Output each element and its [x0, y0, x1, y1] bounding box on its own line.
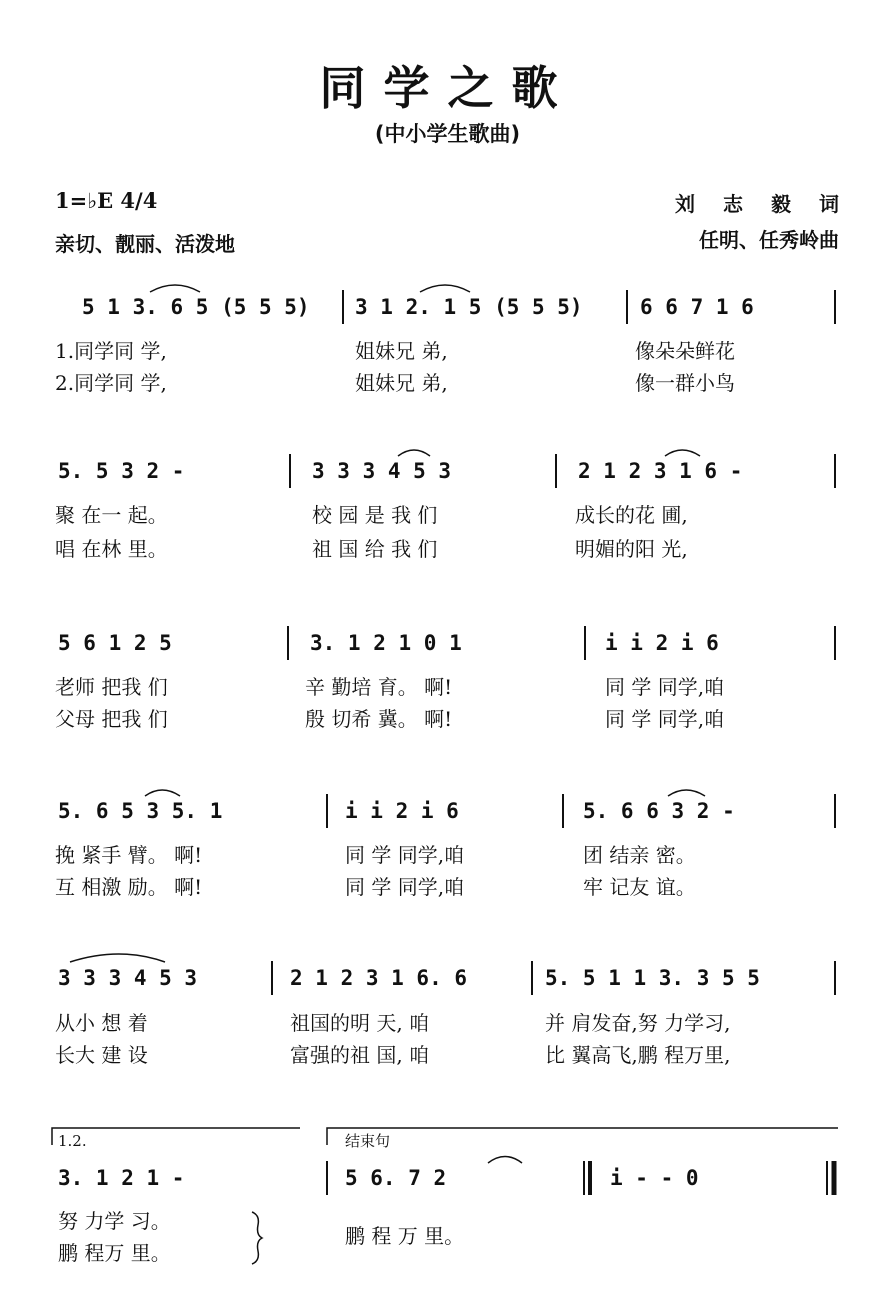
- lyric-3-1-v1: 老师 把我 们: [55, 675, 168, 699]
- score-line-3: [55, 626, 835, 731]
- measure-1-2: 3 1 2. 1 5 (5 5 5): [355, 295, 583, 319]
- lyric-6-2: 鹏 程 万 里。: [345, 1224, 465, 1248]
- lyric-4-1-v1: 挽 紧手 臂。 啊!: [55, 843, 203, 867]
- score-line-6: [52, 1128, 838, 1265]
- measure-4-3: 5. 6 6 3 2 -: [583, 799, 735, 823]
- score-line-2: [55, 450, 835, 561]
- tempo-marking: 亲切、靓丽、活泼地: [55, 232, 235, 256]
- coda-label: 结束句: [345, 1132, 391, 1150]
- measure-5-2: 2 1 2 3 1 6. 6: [290, 966, 468, 990]
- lyric-5-1-v1: 从小 想 着: [55, 1011, 148, 1035]
- volta-label: 1.2.: [58, 1132, 87, 1150]
- measure-1-1: 5 1 3. 6 5 (5 5 5): [82, 295, 310, 319]
- lyric-5-2-v2: 富强的祖 国, 咱: [290, 1043, 430, 1067]
- lyric-5-2-v1: 祖国的明 天, 咱: [290, 1011, 430, 1035]
- slur: [665, 450, 700, 456]
- lyric-4-3-v2: 牢 记友 谊。: [583, 875, 696, 899]
- score-line-5: [55, 954, 835, 1067]
- measure-3-1: 5 6 1 2 5: [58, 631, 172, 655]
- lyric-2-3-v1: 成长的花 圃,: [575, 503, 688, 527]
- lyric-5-3-v1: 并 肩发奋,努 力学习,: [545, 1011, 731, 1035]
- composer-credit: 任明、任秀岭曲: [699, 228, 839, 252]
- lyric-3-3-v2: 同 学 同学,咱: [605, 707, 725, 731]
- slur: [488, 1157, 522, 1164]
- measure-6-1: 3. 1 2 1 -: [58, 1166, 185, 1190]
- volta-bracket: [52, 1128, 300, 1145]
- score-line-1: [55, 285, 835, 395]
- lyricist-credit: 刘志毅词: [675, 192, 867, 216]
- measure-4-1: 5. 6 5 3 5. 1: [58, 799, 223, 823]
- lyric-4-2-v1: 同 学 同学,咱: [345, 843, 465, 867]
- lyric-6-1-v2: 鹏 程万 里。: [58, 1241, 171, 1265]
- slur: [398, 450, 430, 456]
- measure-5-1: 3 3 3 4 5 3: [58, 966, 198, 990]
- lyric-4-2-v2: 同 学 同学,咱: [345, 875, 465, 899]
- lyric-1-3-v2: 像一群小鸟: [635, 371, 735, 395]
- lyric-1-1-v1: 1.同学同 学,: [55, 339, 167, 363]
- lyric-4-1-v2: 互 相激 励。 啊!: [55, 875, 203, 899]
- lyric-3-1-v2: 父母 把我 们: [55, 707, 168, 731]
- lyric-2-3-v2: 明媚的阳 光,: [575, 537, 688, 561]
- measure-2-3: 2 1 2 3 1 6 -: [578, 459, 743, 483]
- key-signature: 1=♭E 4/4: [55, 188, 158, 213]
- measure-3-2: 3. 1 2 1 0 1: [310, 631, 462, 655]
- lyric-3-2-v2: 殷 切希 冀。 啊!: [305, 707, 453, 731]
- lyric-4-3-v1: 团 结亲 密。: [583, 843, 696, 867]
- lyric-1-2-v2: 姐妹兄 弟,: [355, 371, 448, 395]
- lyric-2-2-v2: 祖 国 给 我 们: [312, 537, 438, 561]
- lyric-3-2-v1: 辛 勤培 育。 啊!: [305, 675, 453, 699]
- measure-6-3: i - - 0: [610, 1166, 699, 1190]
- lyric-6-1-v1: 努 力学 习。: [58, 1209, 171, 1233]
- song-subtitle: (中小学生歌曲): [374, 122, 521, 146]
- slur: [70, 954, 165, 962]
- lyric-1-1-v2: 2.同学同 学,: [55, 371, 167, 395]
- lyric-5-3-v2: 比 翼高飞,鹏 程万里,: [545, 1043, 731, 1067]
- measure-4-2: i i 2 i 6: [345, 799, 459, 823]
- measure-2-1: 5. 5 3 2 -: [58, 459, 185, 483]
- lyric-2-1-v2: 唱 在林 里。: [55, 537, 168, 561]
- measure-6-2: 5 6. 7 2: [345, 1166, 447, 1190]
- slur: [145, 790, 180, 796]
- measure-1-3: 6 6 7 1 6: [640, 295, 754, 319]
- slur: [150, 285, 200, 292]
- score-line-4: [55, 790, 835, 899]
- verse-brace: [252, 1212, 262, 1264]
- lyric-2-1-v1: 聚 在一 起。: [55, 503, 168, 527]
- lyric-2-2-v1: 校 园 是 我 们: [312, 503, 438, 527]
- lyric-1-3-v1: 像朵朵鲜花: [635, 339, 735, 363]
- measure-5-3: 5. 5 1 1 3. 3 5 5: [545, 966, 760, 990]
- song-title: 同学之歌: [319, 61, 576, 115]
- measure-2-2: 3 3 3 4 5 3: [312, 459, 452, 483]
- lyric-5-1-v2: 长大 建 设: [55, 1043, 148, 1067]
- lyric-3-3-v1: 同 学 同学,咱: [605, 675, 725, 699]
- slur: [668, 790, 705, 796]
- coda-bracket: [327, 1128, 838, 1145]
- measure-3-3: i i 2 i 6: [605, 631, 719, 655]
- lyric-1-2-v1: 姐妹兄 弟,: [355, 339, 448, 363]
- slur: [420, 285, 470, 292]
